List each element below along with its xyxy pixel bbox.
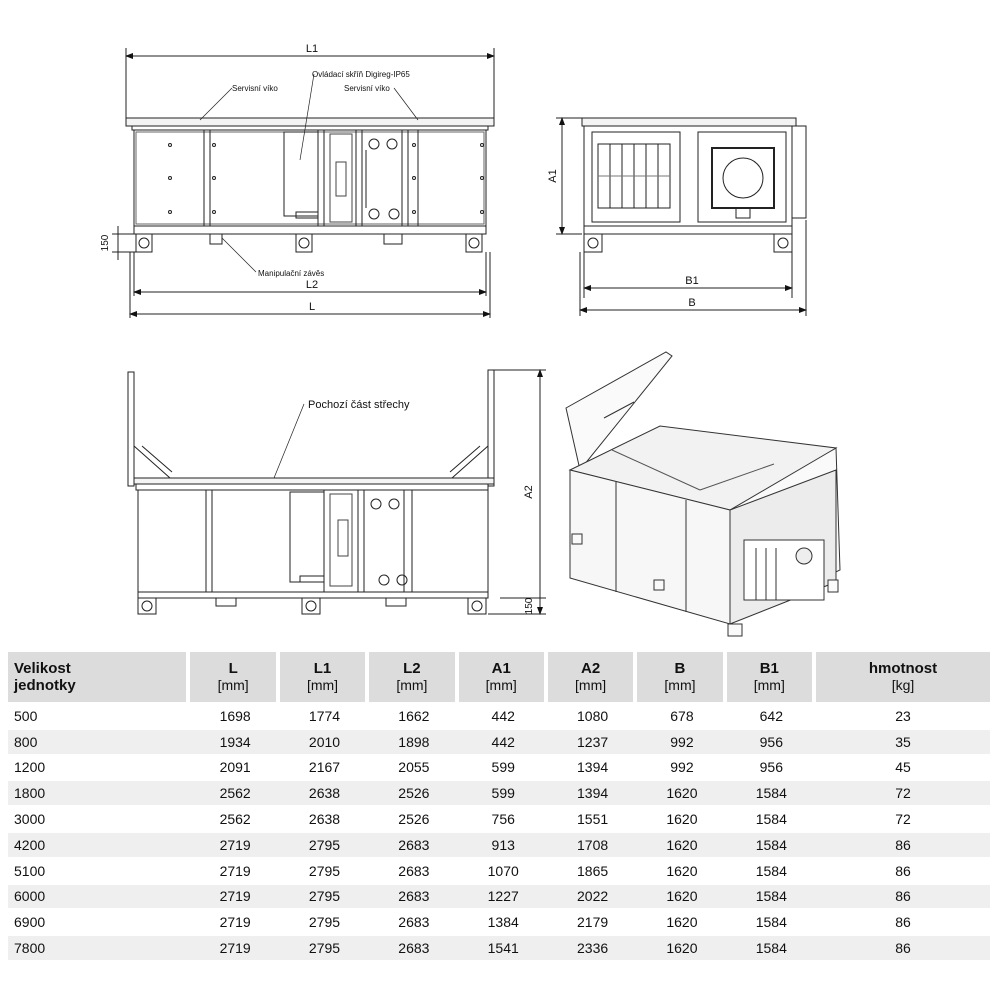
cell: 2683 (369, 908, 458, 934)
cell: 2526 (369, 805, 458, 831)
cell: 1394 (548, 779, 637, 805)
cell: 2091 (190, 754, 279, 780)
cell: 23 (816, 702, 990, 728)
table-row (8, 883, 990, 909)
cell: 1080 (548, 702, 637, 728)
cell: 1584 (727, 857, 816, 883)
cell: 1620 (637, 934, 726, 960)
side-view (556, 118, 806, 316)
cell: 2795 (280, 908, 369, 934)
cell: 4200 (8, 831, 190, 857)
header-l: L [mm] (190, 652, 279, 702)
cell: 642 (727, 702, 816, 728)
dim-b-label: B (688, 297, 696, 309)
header-b: B [mm] (637, 652, 726, 702)
cell: 992 (637, 754, 726, 780)
cell: 1200 (8, 754, 190, 780)
cell: 442 (459, 728, 548, 754)
cell: 2683 (369, 883, 458, 909)
cell: 1620 (637, 908, 726, 934)
table-row (8, 702, 990, 728)
isometric-view (566, 352, 840, 636)
table-row (8, 857, 990, 883)
cell: 956 (727, 754, 816, 780)
cell: 45 (816, 754, 990, 780)
cell: 1584 (727, 805, 816, 831)
cell: 2719 (190, 883, 279, 909)
cell: 1394 (548, 754, 637, 780)
cell: 2795 (280, 831, 369, 857)
cell: 599 (459, 779, 548, 805)
cell: 2719 (190, 908, 279, 934)
cell: 2010 (280, 728, 369, 754)
header-a2: A2 [mm] (548, 652, 637, 702)
cell: 1070 (459, 857, 548, 883)
cell: 86 (816, 831, 990, 857)
cell: 1584 (727, 779, 816, 805)
control-box-label: Ovládací skříň Digireg-IP65 (312, 70, 410, 79)
cell: 3000 (8, 805, 190, 831)
cell: 5100 (8, 857, 190, 883)
cell: 2719 (190, 831, 279, 857)
table-row (8, 728, 990, 754)
cell: 1620 (637, 805, 726, 831)
header-l1: L1 [mm] (280, 652, 369, 702)
cell: 2683 (369, 934, 458, 960)
table-row (8, 831, 990, 857)
header-b1: B1 [mm] (727, 652, 816, 702)
cell: 86 (816, 857, 990, 883)
cell: 1551 (548, 805, 637, 831)
cell: 1708 (548, 831, 637, 857)
cell: 2055 (369, 754, 458, 780)
cell: 1541 (459, 934, 548, 960)
dim-l-label: L (308, 301, 316, 313)
cell: 1584 (727, 908, 816, 934)
cell: 1384 (459, 908, 548, 934)
cell: 2562 (190, 805, 279, 831)
cell: 2179 (548, 908, 637, 934)
cell: 956 (727, 728, 816, 754)
cell: 678 (637, 702, 726, 728)
cell: 2526 (369, 779, 458, 805)
dim-l2-label: L2 (305, 279, 319, 291)
cell: 1774 (280, 702, 369, 728)
header-weight: hmotnost [kg] (816, 652, 990, 702)
cell: 1698 (190, 702, 279, 728)
header-a1: A1 [mm] (459, 652, 548, 702)
cell: 1227 (459, 883, 548, 909)
cell: 7800 (8, 934, 190, 960)
cell: 2638 (280, 779, 369, 805)
cell: 2795 (280, 934, 369, 960)
cell: 442 (459, 702, 548, 728)
cell: 1237 (548, 728, 637, 754)
cell: 1620 (637, 857, 726, 883)
cell: 86 (816, 908, 990, 934)
cell: 2167 (280, 754, 369, 780)
lifting-lug-label: Manipulační závěs (258, 269, 325, 278)
cell: 500 (8, 702, 190, 728)
cell: 2719 (190, 934, 279, 960)
dim-a1-label: A1 (547, 169, 559, 183)
cell: 1898 (369, 728, 458, 754)
header-l2: L2 [mm] (369, 652, 458, 702)
cell: 1584 (727, 831, 816, 857)
cell: 1584 (727, 934, 816, 960)
dim-a2-label: A2 (523, 485, 535, 499)
table-header-row (8, 652, 990, 702)
cell: 2683 (369, 857, 458, 883)
cell: 72 (816, 805, 990, 831)
cell: 1584 (727, 883, 816, 909)
cell: 72 (816, 779, 990, 805)
table-body (8, 702, 990, 960)
cell: 2683 (369, 831, 458, 857)
cell: 1800 (8, 779, 190, 805)
cell: 35 (816, 728, 990, 754)
cell: 2562 (190, 779, 279, 805)
cell: 6900 (8, 908, 190, 934)
cell: 1934 (190, 728, 279, 754)
table-row (8, 754, 990, 780)
cell: 2336 (548, 934, 637, 960)
table-row (8, 805, 990, 831)
table-row (8, 908, 990, 934)
cell: 1620 (637, 831, 726, 857)
cell: 1620 (637, 779, 726, 805)
cell: 1620 (637, 883, 726, 909)
dim-l1-label: L1 (305, 43, 319, 55)
service-cover-right-label: Servisní víko (344, 84, 390, 93)
header-unit-size-line1: Velikost (14, 660, 71, 677)
dim-150-label: 150 (100, 234, 111, 252)
walkable-roof-label: Pochozí část střechy (308, 399, 410, 411)
cell: 86 (816, 883, 990, 909)
cell: 1662 (369, 702, 458, 728)
cell: 2795 (280, 857, 369, 883)
front-view-labels (100, 43, 410, 313)
cell: 2638 (280, 805, 369, 831)
cell: 86 (816, 934, 990, 960)
cell: 2022 (548, 883, 637, 909)
roof-open-view-labels (308, 399, 535, 614)
dim-150-roof-label: 150 (524, 597, 535, 615)
cell: 1865 (548, 857, 637, 883)
cell: 2795 (280, 883, 369, 909)
cell: 992 (637, 728, 726, 754)
dimensions-table (8, 652, 990, 960)
header-unit-size-line2: jednotky (14, 677, 76, 694)
service-cover-left-label: Servisní víko (232, 84, 278, 93)
header-unit-size (8, 652, 190, 702)
cell: 6000 (8, 883, 190, 909)
cell: 913 (459, 831, 548, 857)
dim-b1-label: B1 (685, 275, 699, 287)
cell: 756 (459, 805, 548, 831)
cell: 599 (459, 754, 548, 780)
cell: 800 (8, 728, 190, 754)
table-row (8, 934, 990, 960)
table-row (8, 779, 990, 805)
cell: 2719 (190, 857, 279, 883)
